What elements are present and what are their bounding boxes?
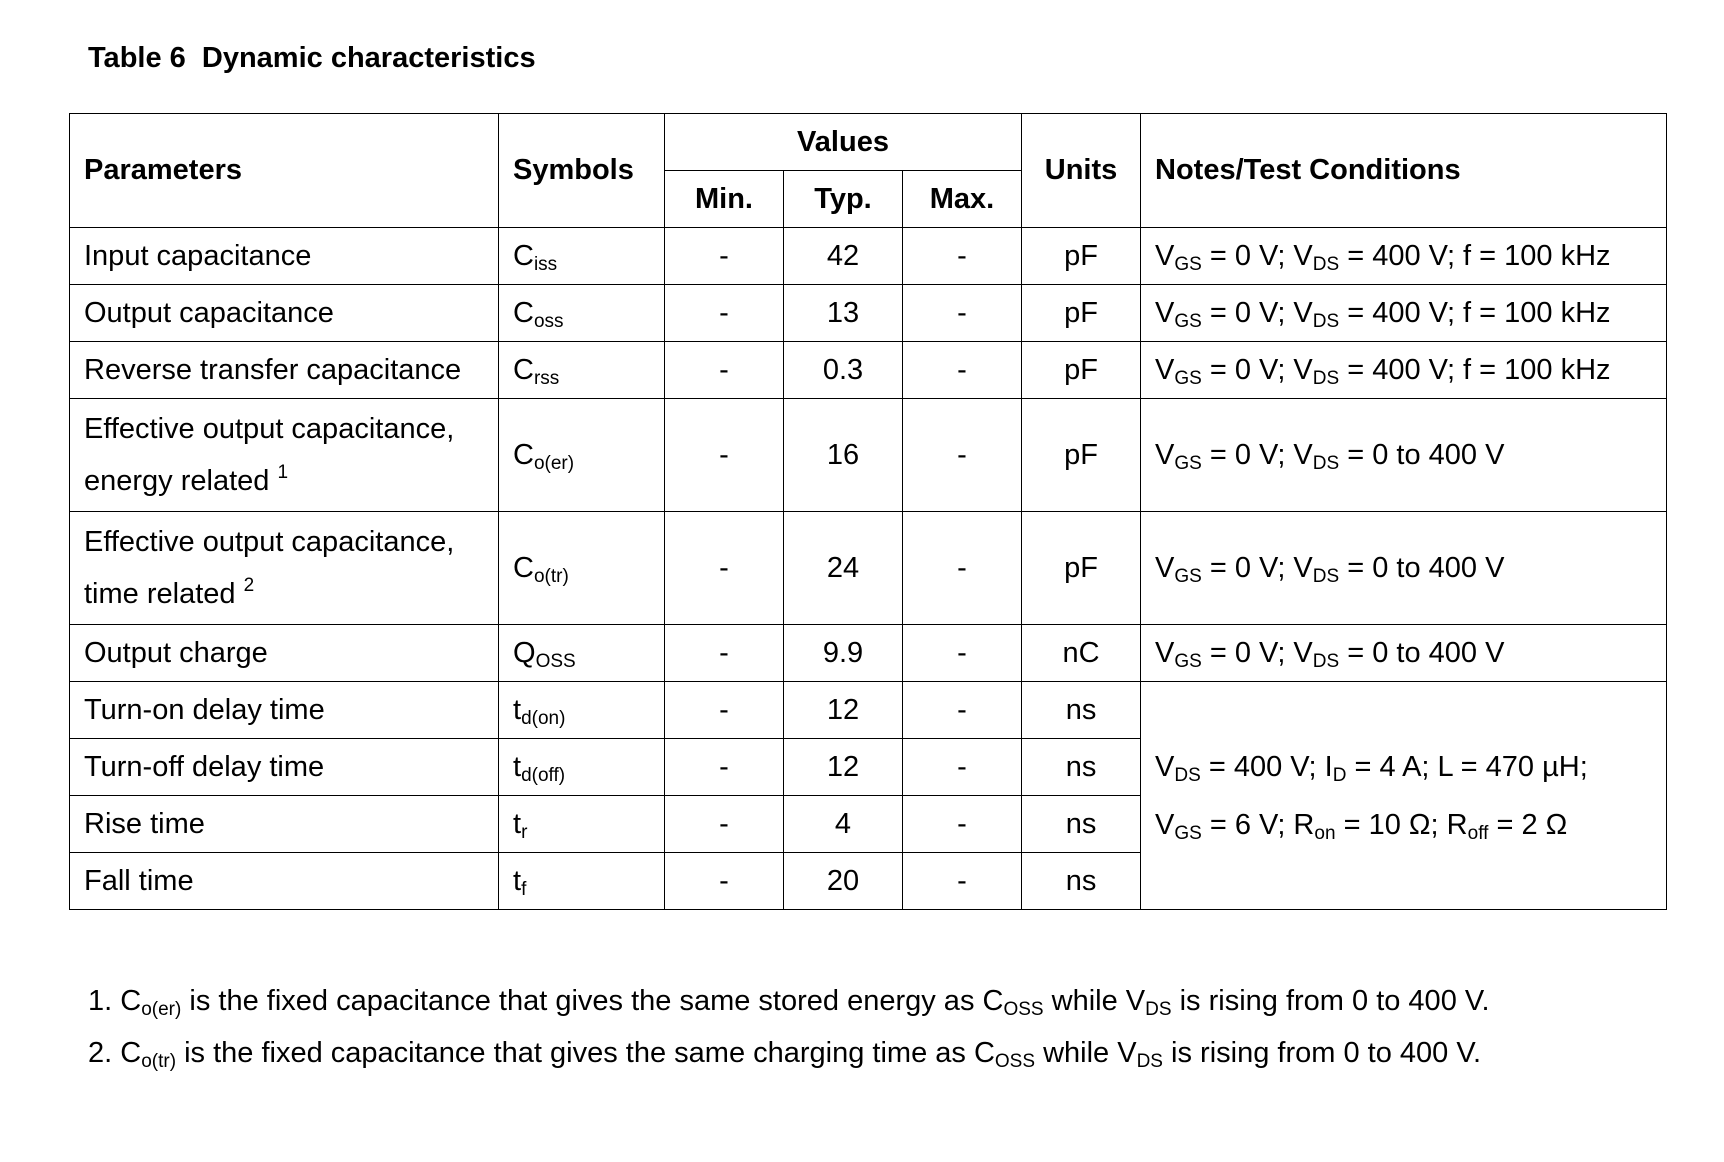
min-cell: - [665,682,784,739]
symbol-cell: $C_{o(er)}$ [499,399,665,512]
symbol-cell: $C_{iss}$ [499,228,665,285]
header-values: Values [665,114,1022,171]
unit-cell: ns [1022,796,1141,853]
param-cell: Turn-on delay time [70,682,499,739]
min-cell: - [665,342,784,399]
symbol-cell: $C_{rss}$ [499,342,665,399]
unit-cell: pF [1022,399,1141,512]
condition-cell: $V_{GS} = 0$ V; $V_{DS} = 400$ V; f = 100 kHz [1141,285,1667,342]
table-row [70,285,1667,342]
param-cell: Effective output capacitance, time related $^2$ [70,512,499,625]
param-cell: Turn-off delay time [70,739,499,796]
symbol-cell: $C_{oss}$ [499,285,665,342]
table-row [70,682,1667,739]
min-cell: - [665,399,784,512]
min-cell: - [665,853,784,910]
min-cell: - [665,625,784,682]
header-min: Min. [665,171,784,228]
param-cell: Rise time [70,796,499,853]
min-cell: - [665,512,784,625]
min-cell: - [665,739,784,796]
footnote-2: 2. $C_{o(tr)}$ is the fixed capacitance that gives the same charging time as $C_{OSS}$ while $V_{DS}$ is rising from 0 to 400 V. [88,1037,1482,1072]
max-cell: - [903,739,1022,796]
footnote-ref: 1 [277,462,289,483]
param-cell: Input capacitance [70,228,499,285]
footnotes [88,983,1490,1087]
dynamic-characteristics-table [69,113,1667,910]
param-cell: Output charge [70,625,499,682]
max-cell: - [903,796,1022,853]
typ-cell: 0.3 [784,342,903,399]
condition-cell: $V_{GS} = 0$ V; $V_{DS} = 400$ V; f = 100 kHz [1141,342,1667,399]
max-cell: - [903,285,1022,342]
typ-cell: 16 [784,399,903,512]
max-cell: - [903,342,1022,399]
min-cell: - [665,228,784,285]
unit-cell: pF [1022,512,1141,625]
switching-condition-cell: $V_{DS} = 400$ V; $I_D = 4$ A; L = 470 µH; $V_{GS} = 6$ V; $R_{on} = 10$ Ω; $R_{off} = 2$ Ω [1141,682,1667,910]
footnote-1: 1. $C_{o(er)}$ is the fixed capacitance that gives the same stored energy as $C_{OSS}$ while $V_{DS}$ is rising from 0 to 400 V. [88,985,1490,1020]
condition-cell: $V_{GS} = 0$ V; $V_{DS} = 0$ to 400 V [1141,625,1667,682]
max-cell: - [903,853,1022,910]
header-notes: Notes/Test Conditions [1141,114,1667,228]
symbol-cell: $C_{o(tr)}$ [499,512,665,625]
unit-cell: pF [1022,285,1141,342]
typ-cell: 42 [784,228,903,285]
header-units: Units [1022,114,1141,228]
table-row [70,399,1667,512]
typ-cell: 4 [784,796,903,853]
header-row [70,114,1667,171]
param-cell: Fall time [70,853,499,910]
unit-cell: ns [1022,682,1141,739]
header-symbols: Symbols [499,114,665,228]
footnote-ref: 2 [243,575,255,596]
condition-cell: $V_{GS} = 0$ V; $V_{DS} = 0$ to 400 V [1141,512,1667,625]
table-row [70,512,1667,625]
typ-cell: 20 [784,853,903,910]
table-row [70,342,1667,399]
max-cell: - [903,682,1022,739]
typ-cell: 12 [784,682,903,739]
symbol-cell: $t_{d(off)}$ [499,739,665,796]
header-parameters: Parameters [70,114,499,228]
max-cell: - [903,228,1022,285]
unit-cell: ns [1022,853,1141,910]
symbol-cell: $t_f$ [499,853,665,910]
typ-cell: 24 [784,512,903,625]
unit-cell: ns [1022,739,1141,796]
symbol-cell: $t_r$ [499,796,665,853]
symbol-cell: $t_{d(on)}$ [499,682,665,739]
unit-cell: pF [1022,228,1141,285]
min-cell: - [665,796,784,853]
condition-cell: $V_{GS} = 0$ V; $V_{DS} = 0$ to 400 V [1141,399,1667,512]
param-cell: Effective output capacitance, energy related $^1$ [70,399,499,512]
max-cell: - [903,625,1022,682]
typ-cell: 12 [784,739,903,796]
min-cell: - [665,285,784,342]
table-row [70,228,1667,285]
typ-cell: 9.9 [784,625,903,682]
table-title: Table 6 Dynamic characteristics [88,42,536,74]
unit-cell: pF [1022,342,1141,399]
header-typ: Typ. [784,171,903,228]
param-cell: Output capacitance [70,285,499,342]
condition-cell: $V_{GS} = 0$ V; $V_{DS} = 400$ V; f = 100 kHz [1141,228,1667,285]
table-row [70,625,1667,682]
param-cell: Reverse transfer capacitance [70,342,499,399]
header-max: Max. [903,171,1022,228]
symbol-cell: $Q_{OSS}$ [499,625,665,682]
typ-cell: 13 [784,285,903,342]
max-cell: - [903,399,1022,512]
max-cell: - [903,512,1022,625]
unit-cell: nC [1022,625,1141,682]
